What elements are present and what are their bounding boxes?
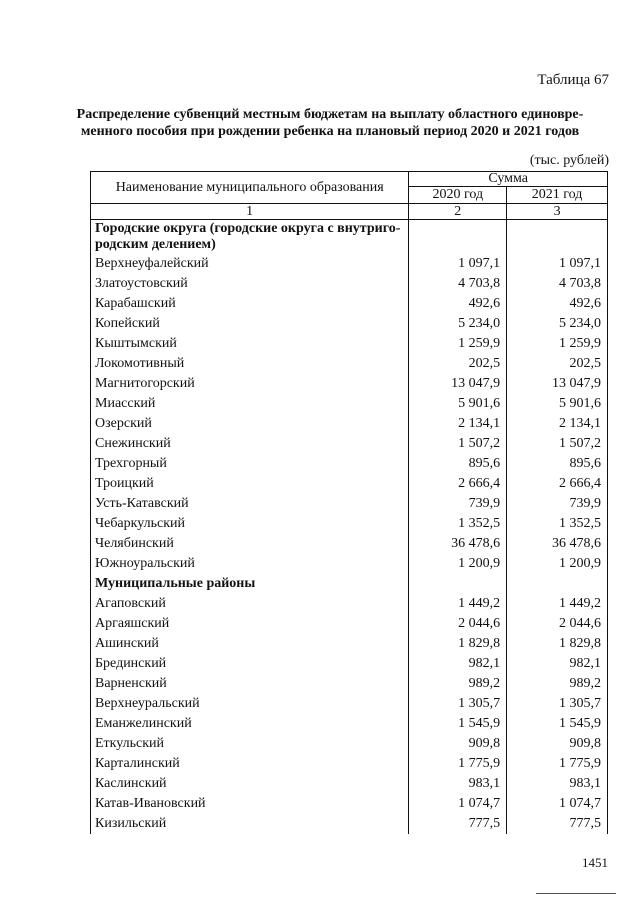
- municipality-name: Снежинский: [91, 434, 409, 454]
- value-2020: 1 829,8: [409, 634, 507, 654]
- table-row: [91, 414, 608, 434]
- table-row: [91, 594, 608, 614]
- value-2021: 909,8: [507, 734, 608, 754]
- value-2021: 5 901,6: [507, 394, 608, 414]
- table-row: [91, 534, 608, 554]
- table-label: Таблица 67: [537, 72, 609, 88]
- column-number-1: 1: [91, 204, 409, 220]
- table-row: [91, 374, 608, 394]
- value-2021: 1 352,5: [507, 514, 608, 534]
- header-year-2020: 2020 год: [409, 186, 507, 203]
- value-2021: 777,5: [507, 814, 608, 834]
- table-row: [91, 554, 608, 574]
- table-row: [91, 674, 608, 694]
- table-row: [91, 734, 608, 754]
- value-2021: 5 234,0: [507, 314, 608, 334]
- table-row: [91, 334, 608, 354]
- value-2021: 1 259,9: [507, 334, 608, 354]
- value-2020: 4 703,8: [409, 274, 507, 294]
- municipality-name: Верхнеуфалейский: [91, 254, 409, 274]
- value-2020: 2 044,6: [409, 614, 507, 634]
- value-2021: 895,6: [507, 454, 608, 474]
- header-year-2021: 2021 год: [507, 186, 608, 203]
- value-2020: 36 478,6: [409, 534, 507, 554]
- value-2020: 5 901,6: [409, 394, 507, 414]
- value-2020: 5 234,0: [409, 314, 507, 334]
- value-2021: 2 134,1: [507, 414, 608, 434]
- value-2020: [409, 574, 507, 594]
- value-2021: 1 097,1: [507, 254, 608, 274]
- units-label: (тыс. рублей): [529, 153, 609, 168]
- value-2021: 13 047,9: [507, 374, 608, 394]
- value-2020: 739,9: [409, 494, 507, 514]
- table-row: [91, 434, 608, 454]
- value-2021: 1 449,2: [507, 594, 608, 614]
- municipality-name: Варненский: [91, 674, 409, 694]
- table-row: [91, 354, 608, 374]
- value-2020: 1 097,1: [409, 254, 507, 274]
- page-number: 1451: [582, 855, 608, 870]
- value-2020: 1 259,9: [409, 334, 507, 354]
- value-2020: 895,6: [409, 454, 507, 474]
- value-2021: 492,6: [507, 294, 608, 314]
- table-row: [91, 474, 608, 494]
- municipality-name: Кизильский: [91, 814, 409, 834]
- value-2021: [507, 220, 608, 255]
- value-2021: 36 478,6: [507, 534, 608, 554]
- table-row: [91, 494, 608, 514]
- value-2021: 739,9: [507, 494, 608, 514]
- value-2020: 1 775,9: [409, 754, 507, 774]
- value-2020: 492,6: [409, 294, 507, 314]
- value-2020: 982,1: [409, 654, 507, 674]
- table-row: [91, 714, 608, 734]
- value-2020: 202,5: [409, 354, 507, 374]
- document-title: Распределение субвенций местным бюджетам на выплату областного единовре-менного пособия при рождении ребенка на плановый период 2020 и 2021 годов: [76, 107, 584, 139]
- value-2021: 2 666,4: [507, 474, 608, 494]
- municipality-name: Трехгорный: [91, 454, 409, 474]
- municipality-name: Еткульский: [91, 734, 409, 754]
- value-2021: [507, 574, 608, 594]
- municipality-name: Южноуральский: [91, 554, 409, 574]
- municipality-name: Городские округа (городские округа с внутриго-родским делением): [91, 220, 409, 255]
- value-2020: 1 305,7: [409, 694, 507, 714]
- municipality-name: Ашинский: [91, 634, 409, 654]
- value-2021: 2 044,6: [507, 614, 608, 634]
- table-row: [91, 394, 608, 414]
- table-row: [91, 614, 608, 634]
- table-row: [91, 254, 608, 274]
- value-2021: 4 703,8: [507, 274, 608, 294]
- municipality-name: Копейский: [91, 314, 409, 334]
- header-name-column: Наименование муниципального образования: [91, 172, 409, 204]
- table-row: [91, 274, 608, 294]
- value-2021: 983,1: [507, 774, 608, 794]
- value-2021: 982,1: [507, 654, 608, 674]
- value-2020: 983,1: [409, 774, 507, 794]
- value-2021: 1 200,9: [507, 554, 608, 574]
- municipality-name: Брединский: [91, 654, 409, 674]
- section-row: [91, 220, 608, 255]
- value-2020: 1 200,9: [409, 554, 507, 574]
- section-row: [91, 574, 608, 594]
- municipality-name: Чебаркульский: [91, 514, 409, 534]
- municipality-name: Локомотивный: [91, 354, 409, 374]
- municipality-name: Карабашский: [91, 294, 409, 314]
- value-2021: 1 829,8: [507, 634, 608, 654]
- footer-rule: [536, 893, 616, 894]
- table-row: [91, 774, 608, 794]
- table-body: [91, 220, 608, 835]
- value-2020: 989,2: [409, 674, 507, 694]
- value-2020: 777,5: [409, 814, 507, 834]
- value-2020: 1 074,7: [409, 794, 507, 814]
- table-row: [91, 654, 608, 674]
- table-row: [91, 814, 608, 834]
- municipality-name: Усть-Катавский: [91, 494, 409, 514]
- municipality-name: Аргаяшский: [91, 614, 409, 634]
- value-2020: 2 666,4: [409, 474, 507, 494]
- column-number-3: 3: [507, 204, 608, 220]
- table-row: [91, 454, 608, 474]
- value-2020: 1 545,9: [409, 714, 507, 734]
- municipality-name: Миасский: [91, 394, 409, 414]
- municipality-name: Еманжелинский: [91, 714, 409, 734]
- value-2021: 989,2: [507, 674, 608, 694]
- municipality-name: Муниципальные районы: [91, 574, 409, 594]
- table-row: [91, 754, 608, 774]
- budget-table: [90, 171, 608, 834]
- value-2021: 1 507,2: [507, 434, 608, 454]
- value-2020: 2 134,1: [409, 414, 507, 434]
- value-2020: 1 507,2: [409, 434, 507, 454]
- municipality-name: Магнитогорский: [91, 374, 409, 394]
- value-2020: 13 047,9: [409, 374, 507, 394]
- value-2020: 1 352,5: [409, 514, 507, 534]
- table-row: [91, 514, 608, 534]
- value-2021: 1 545,9: [507, 714, 608, 734]
- municipality-name: Златоустовский: [91, 274, 409, 294]
- value-2020: 909,8: [409, 734, 507, 754]
- municipality-name: Каслинский: [91, 774, 409, 794]
- municipality-name: Троицкий: [91, 474, 409, 494]
- municipality-name: Верхнеуральский: [91, 694, 409, 714]
- municipality-name: Челябинский: [91, 534, 409, 554]
- value-2021: 1 074,7: [507, 794, 608, 814]
- value-2021: 1 775,9: [507, 754, 608, 774]
- value-2020: 1 449,2: [409, 594, 507, 614]
- value-2020: [409, 220, 507, 255]
- table-row: [91, 634, 608, 654]
- municipality-name: Карталинский: [91, 754, 409, 774]
- table-row: [91, 794, 608, 814]
- table-row: [91, 694, 608, 714]
- column-number-2: 2: [409, 204, 507, 220]
- value-2021: 1 305,7: [507, 694, 608, 714]
- header-sum: Сумма: [409, 172, 608, 187]
- table-row: [91, 314, 608, 334]
- municipality-name: Агаповский: [91, 594, 409, 614]
- municipality-name: Кыштымский: [91, 334, 409, 354]
- value-2021: 202,5: [507, 354, 608, 374]
- municipality-name: Озерский: [91, 414, 409, 434]
- table-row: [91, 294, 608, 314]
- municipality-name: Катав-Ивановский: [91, 794, 409, 814]
